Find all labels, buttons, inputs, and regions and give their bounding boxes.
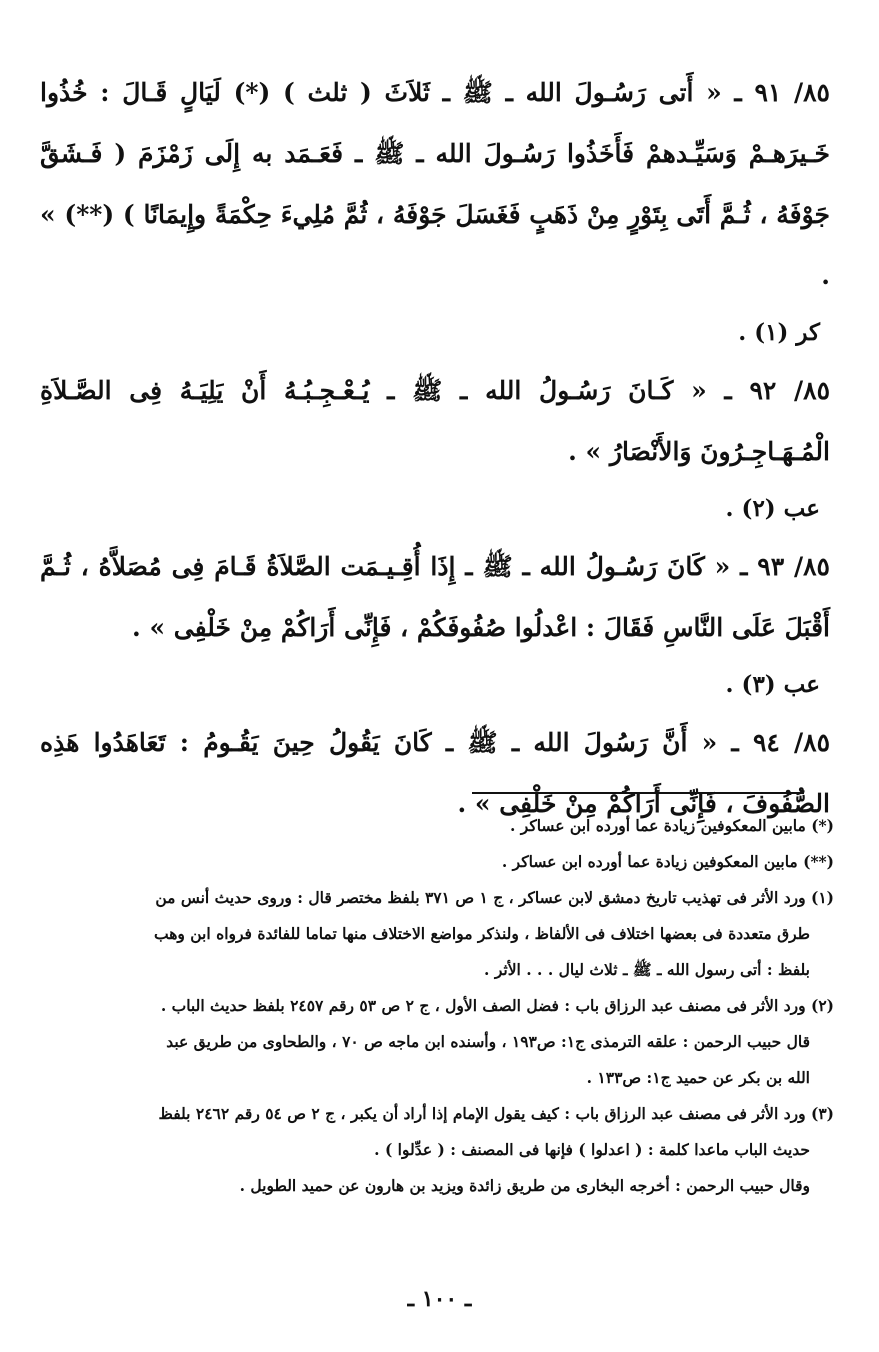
- hadith-92: ٨٥/ ٩٢ ـ « كَـانَ رَسُـولُ الله ـ ﷺ ـ يُـعْـجِـبُـهُ أَنْ يَلِيَـهُ فِى الصَّـلاَةِ الْمُـهَـاجِـرُونَ وَالأَنْصَارُ » .: [40, 376, 830, 466]
- footnote-1-line-3: بلفظ : أتى رسول الله ـ ﷺ ـ ثلاث ليال . . . الأثر .: [484, 960, 810, 979]
- footnote-divider: [472, 792, 804, 794]
- hadith-92-source: عب (٢) .: [725, 495, 820, 522]
- hadith-91-source: كر (١) .: [738, 319, 820, 346]
- footnote-2: (٢) ورد الأثر فى مصنف عبد الرزاق باب : فضل الصف الأول ، ج ٢ ص ٥٣ رقم ٢٤٥٧ بلفظ حديث الباب .: [160, 996, 834, 1015]
- hadith-93: ٨٥/ ٩٣ ـ « كَانَ رَسُـولُ الله ـ ﷺ ـ إِذَا أُقِـيـمَت الصَّلاَةُ قَـامَ فِى مُصَلاَّهُ ، ثُـمَّ أَقْبَلَ عَلَى النَّاسِ فَقَالَ : اعْدلُوا صُفُوفَكُمْ ، فَإِنِّى أَرَاكُمْ مِنْ خَلْفِى » .: [40, 552, 830, 642]
- footnote-3-line-2: حديث الباب ماعدا كلمة : ( اعدلوا ) فإنها فى المصنف : ( عدِّلوا ) .: [374, 1140, 810, 1159]
- hadith-section: [40, 62, 830, 834]
- footnote-3-line-3: وقال حبيب الرحمن : أخرجه البخارى من طريق زائدة ويزيد بن هارون عن حميد الطويل .: [239, 1176, 810, 1195]
- footnote-3: (٣) ورد الأثر فى مصنف عبد الرزاق باب : كيف يقول الإمام إذا أراد أن يكبر ، ج ٢ ص ٥٤ رقم ٢٤٦٢ بلفظ: [158, 1104, 834, 1123]
- hadith-94: ٨٥/ ٩٤ ـ « أَنَّ رَسُولَ الله ـ ﷺ ـ كَانَ يَقُولُ حِينَ يَقُـومُ : تَعَاهَدُوا هَذِه الصُّفُوفَ ، فَإِنِّى أَرَاكُمْ مِنْ خَلْفِى » .: [40, 728, 830, 818]
- footnote-double-star: (**) مابين المعكوفين زيادة عما أورده ابن عساكر .: [501, 852, 834, 871]
- footnote-1: (١) ورد الأثر فى تهذيب تاريخ دمشق لابن عساكر ، ج ١ ص ٣٧١ بلفظ مختصر قال : وروى حديث أنس من: [155, 888, 834, 907]
- hadith-91: ٨٥/ ٩١ ـ « أَتى رَسُـولَ الله ـ ﷺ ـ ثَلاَثَ ( ثلث ) (*) لَيَالٍ قَـالَ : خُذُوا خَـيرَهـمْ وَسَيِّـدهمْ فَأَخَذُوا رَسُـولَ الله ـ ﷺ ـ فَعَـمَد به إِلَى زَمْزَمَ ( فَـشَقَّ جَوْفَهُ ، ثُـمَّ أَتَى بِتَوْرٍ مِنْ ذَهَبٍ فَغَسَلَ جَوْفَهُ ، ثُمَّ مُلِيءَ حِكْمَةً وإِيمَانًا ) (**) » .: [40, 78, 830, 290]
- footnotes: [38, 808, 834, 1204]
- page-number: ـ ١٠٠ ـ: [407, 1286, 472, 1312]
- footnote-2-line-2: قال حبيب الرحمن : علقه الترمذى ج١: ص١٩٣ ، وأسنده ابن ماجه ص ٧٠ ، والطحاوى من طريق عبد: [166, 1032, 810, 1051]
- hadith-93-source: عب (٣) .: [725, 671, 820, 698]
- footnote-star: (*) مابين المعكوفين زيادة عما أورده ابن عساكر .: [509, 816, 834, 835]
- footnote-1-line-2: طرق متعددة فى بعضها اختلاف فى الألفاظ ، ولنذكر مواضع الاختلاف منها تماما للفائدة فرواه ابن وهب: [153, 924, 810, 943]
- footnote-2-line-3: الله بن بكر عن حميد ج١: ص١٣٣ .: [586, 1068, 810, 1087]
